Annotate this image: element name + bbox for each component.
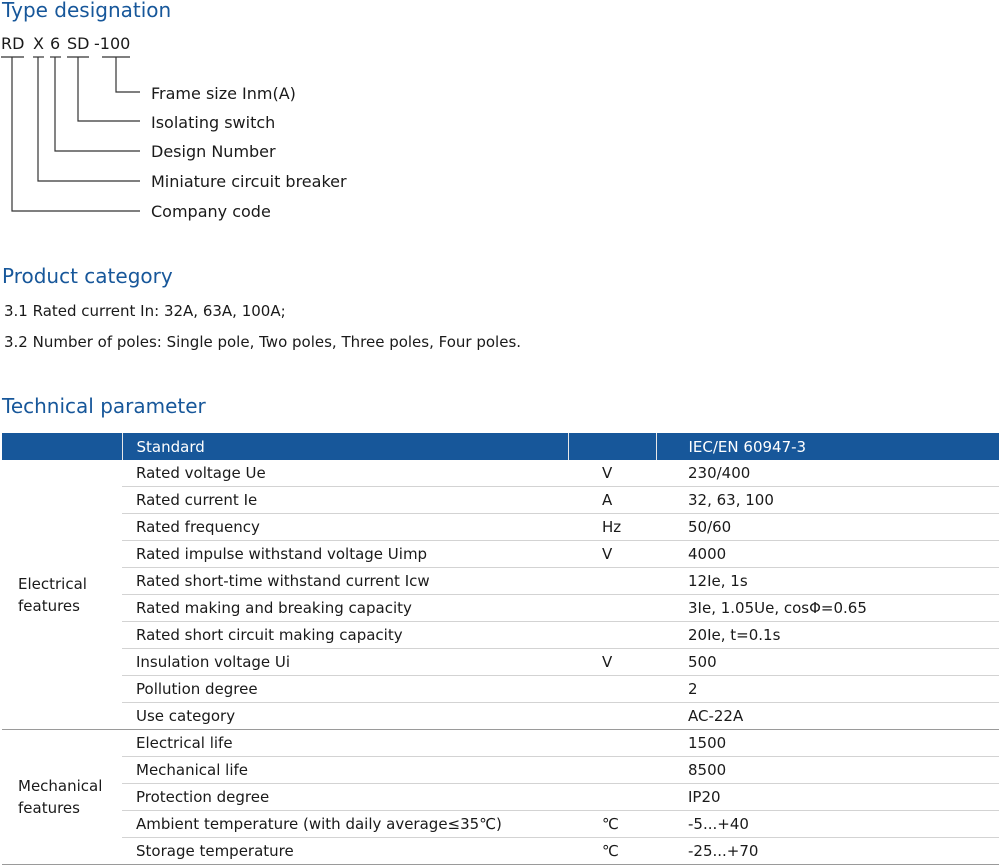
table-body bbox=[2, 460, 999, 865]
legend-mcb: Miniature circuit breaker bbox=[151, 172, 347, 191]
param-unit: V bbox=[568, 541, 656, 568]
table-row bbox=[2, 649, 999, 676]
table-row bbox=[2, 784, 999, 811]
header-standard-value: IEC/EN 60947-3 bbox=[656, 433, 999, 460]
table-row bbox=[2, 811, 999, 838]
param-name: Rated short circuit making capacity bbox=[122, 622, 568, 649]
code-design: 6 bbox=[50, 34, 61, 53]
param-name: Pollution degree bbox=[122, 676, 568, 703]
legend-company: Company code bbox=[151, 202, 271, 221]
param-unit bbox=[568, 568, 656, 595]
product-category-title: Product category bbox=[2, 264, 173, 288]
param-value: 32, 63, 100 bbox=[656, 487, 999, 514]
table-row bbox=[2, 568, 999, 595]
param-name: Storage temperature bbox=[122, 838, 568, 865]
header-blank bbox=[2, 433, 122, 460]
param-unit bbox=[568, 703, 656, 730]
code-mcb: X bbox=[33, 34, 44, 53]
table-row bbox=[2, 703, 999, 730]
param-name: Rated frequency bbox=[122, 514, 568, 541]
legend-design: Design Number bbox=[151, 142, 276, 161]
param-value: 50/60 bbox=[656, 514, 999, 541]
param-unit bbox=[568, 784, 656, 811]
param-unit: V bbox=[568, 460, 656, 487]
category-item-poles: 3.2 Number of poles: Single pole, Two poles, Three poles, Four poles. bbox=[4, 333, 522, 351]
param-value: 1500 bbox=[656, 730, 999, 757]
technical-parameter-table bbox=[2, 433, 999, 865]
category-item-current: 3.1 Rated current In: 32A, 63A, 100A; bbox=[4, 302, 286, 320]
param-name: Rated impulse withstand voltage Uimp bbox=[122, 541, 568, 568]
param-name: Rated voltage Ue bbox=[122, 460, 568, 487]
table-header-row bbox=[2, 433, 999, 460]
category-cell: Electrical features bbox=[2, 460, 122, 730]
code-frame: -100 bbox=[94, 34, 131, 53]
param-unit bbox=[568, 730, 656, 757]
param-unit bbox=[568, 622, 656, 649]
param-name: Insulation voltage Ui bbox=[122, 649, 568, 676]
param-name: Rated current Ie bbox=[122, 487, 568, 514]
table-row bbox=[2, 622, 999, 649]
table-row bbox=[2, 757, 999, 784]
param-value: 3Ie, 1.05Ue, cosΦ=0.65 bbox=[656, 595, 999, 622]
param-unit bbox=[568, 595, 656, 622]
param-value: IP20 bbox=[656, 784, 999, 811]
table-row bbox=[2, 487, 999, 514]
table-row bbox=[2, 595, 999, 622]
table-row bbox=[2, 460, 999, 487]
table-row bbox=[2, 730, 999, 757]
param-value: 2 bbox=[656, 676, 999, 703]
param-value: 4000 bbox=[656, 541, 999, 568]
table-row bbox=[2, 514, 999, 541]
param-unit: Hz bbox=[568, 514, 656, 541]
param-unit bbox=[568, 757, 656, 784]
table-row bbox=[2, 838, 999, 865]
table-row bbox=[2, 541, 999, 568]
param-value: 12Ie, 1s bbox=[656, 568, 999, 595]
param-value: -25...+70 bbox=[656, 838, 999, 865]
param-value: AC-22A bbox=[656, 703, 999, 730]
param-value: 8500 bbox=[656, 757, 999, 784]
param-name: Rated short-time withstand current Icw bbox=[122, 568, 568, 595]
param-name: Mechanical life bbox=[122, 757, 568, 784]
param-name: Use category bbox=[122, 703, 568, 730]
param-unit bbox=[568, 676, 656, 703]
param-unit: V bbox=[568, 649, 656, 676]
param-unit: ℃ bbox=[568, 811, 656, 838]
code-company: RD bbox=[1, 34, 25, 53]
code-switch: SD bbox=[67, 34, 90, 53]
param-name: Ambient temperature (with daily average≤35℃) bbox=[122, 811, 568, 838]
param-name: Rated making and breaking capacity bbox=[122, 595, 568, 622]
header-unit bbox=[568, 433, 656, 460]
table-row bbox=[2, 676, 999, 703]
header-standard-label: Standard bbox=[122, 433, 568, 460]
param-value: 230/400 bbox=[656, 460, 999, 487]
param-unit: ℃ bbox=[568, 838, 656, 865]
legend-isolating: Isolating switch bbox=[151, 113, 276, 132]
designation-leader-lines bbox=[0, 0, 1000, 230]
param-value: 20Ie, t=0.1s bbox=[656, 622, 999, 649]
param-value: -5...+40 bbox=[656, 811, 999, 838]
type-designation-title: Type designation bbox=[2, 0, 172, 22]
param-unit: A bbox=[568, 487, 656, 514]
param-name: Electrical life bbox=[122, 730, 568, 757]
legend-frame-size: Frame size Inm(A) bbox=[151, 84, 296, 103]
category-cell: Mechanical features bbox=[2, 730, 122, 865]
param-name: Protection degree bbox=[122, 784, 568, 811]
technical-parameter-title: Technical parameter bbox=[2, 394, 206, 418]
param-value: 500 bbox=[656, 649, 999, 676]
